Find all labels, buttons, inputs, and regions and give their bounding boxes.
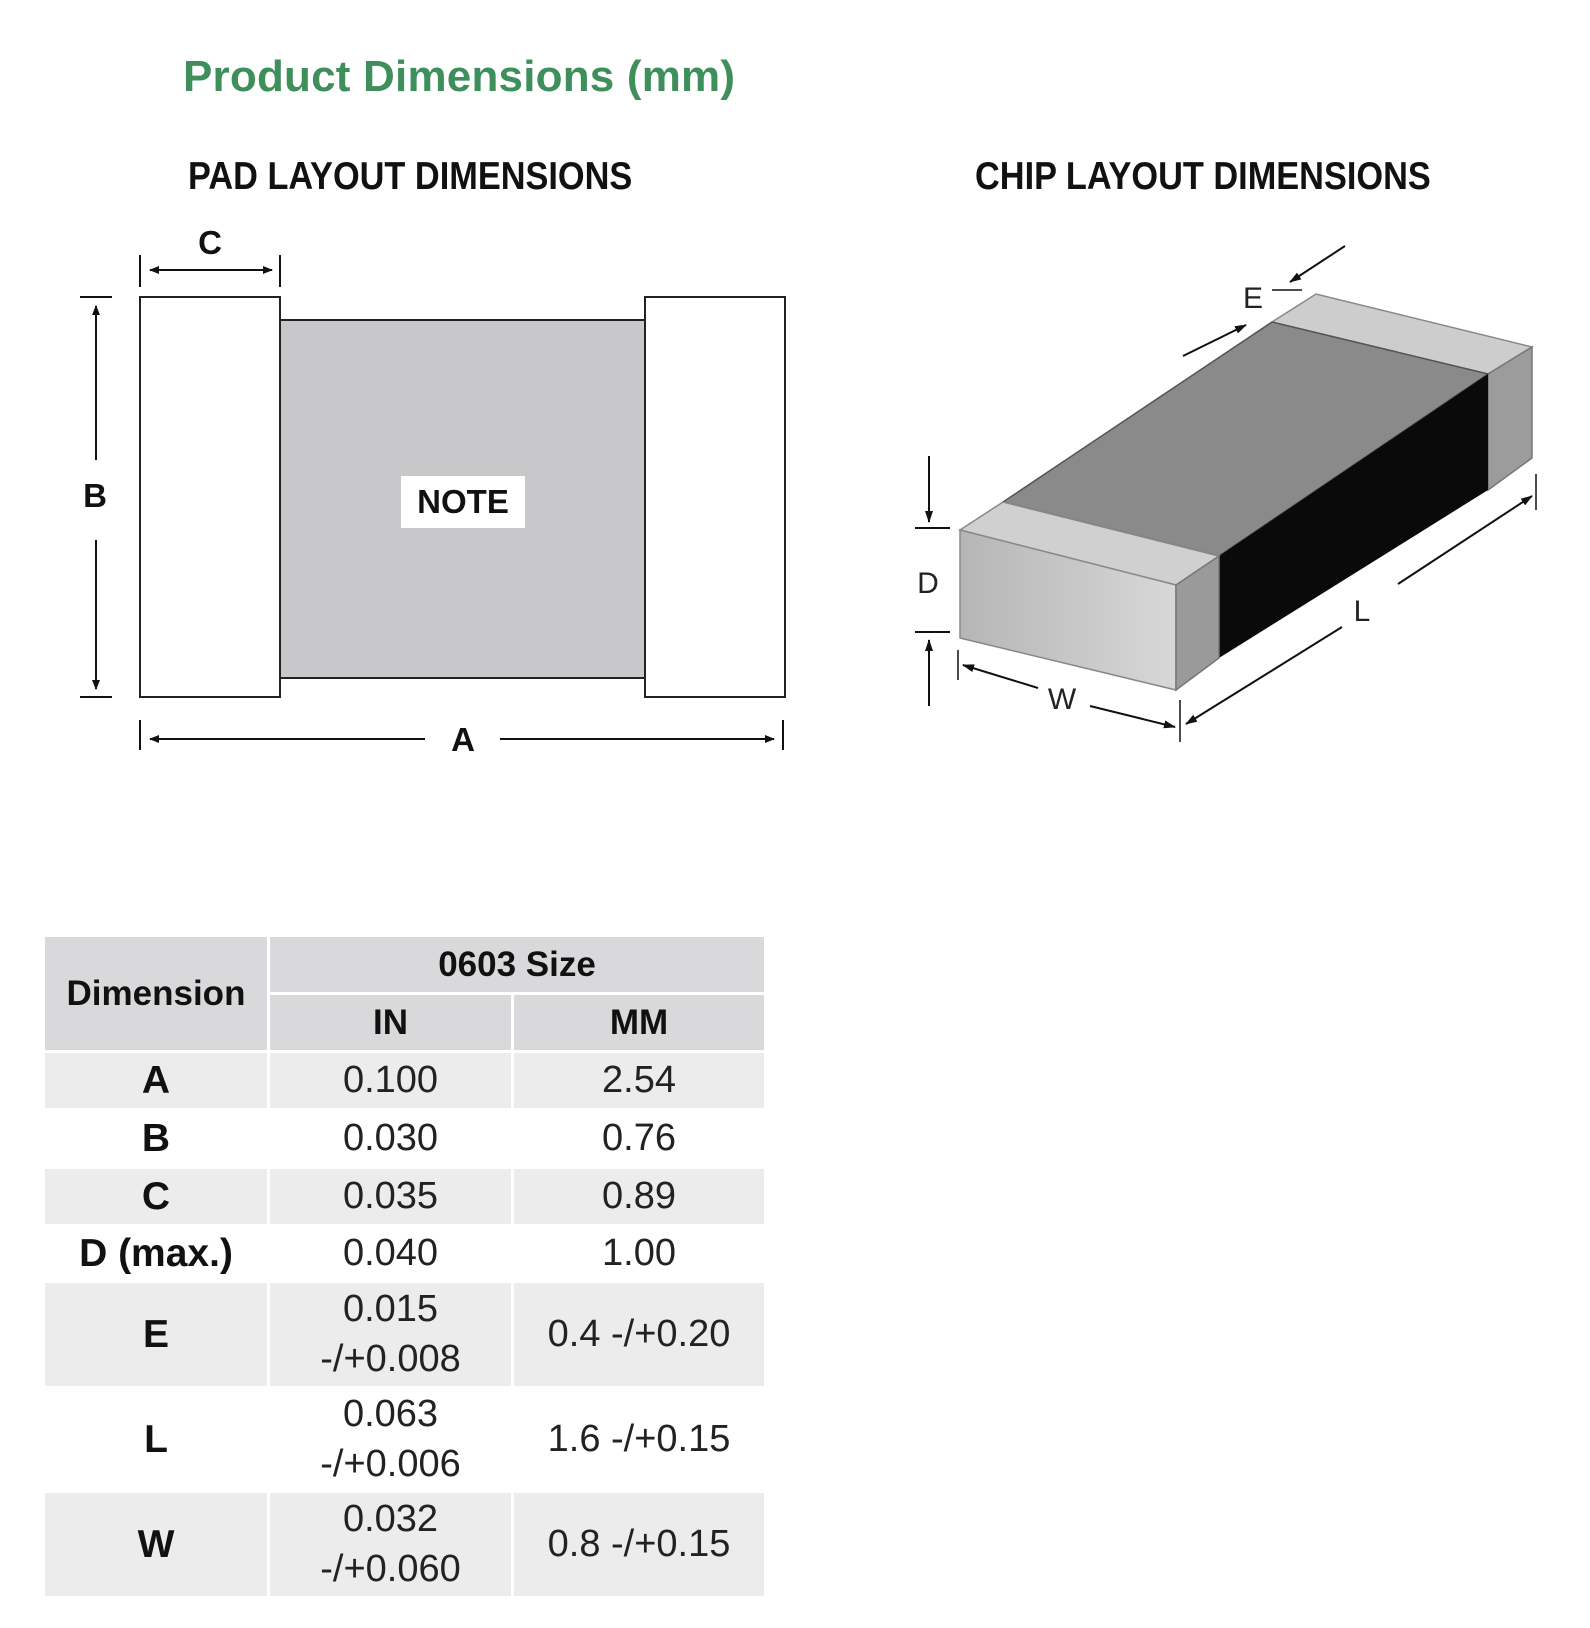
pad-layout-heading: PAD LAYOUT DIMENSIONS: [188, 155, 633, 198]
mm-cell: 0.76: [513, 1110, 766, 1168]
in-cell: [269, 1388, 513, 1492]
chip-layout-diagram: [0, 0, 1590, 780]
w-arrow-right: [1090, 706, 1175, 727]
w-label: W: [1047, 683, 1077, 716]
mm-cell: 2.54: [513, 1052, 766, 1110]
in-cell: 0.035: [269, 1168, 513, 1226]
chip-layout-heading: CHIP LAYOUT DIMENSIONS: [975, 155, 1431, 198]
mm-cell: 0.89: [513, 1168, 766, 1226]
w-arrow-left: [963, 665, 1038, 688]
table-row: [44, 1388, 766, 1492]
in-cell: 0.100: [269, 1052, 513, 1110]
header-in: IN: [269, 994, 513, 1052]
table-row: [44, 1168, 766, 1226]
d-label: D: [917, 567, 939, 600]
table-row: [44, 1110, 766, 1168]
table-row: [44, 1052, 766, 1110]
dimension-cell: E: [44, 1282, 269, 1388]
dimension-cell: B: [44, 1110, 269, 1168]
table-row: [44, 1282, 766, 1388]
l-label: L: [1353, 595, 1371, 628]
note-label: NOTE: [417, 483, 509, 520]
table-row: [44, 1492, 766, 1598]
dimension-cell: W: [44, 1492, 269, 1598]
dimension-cell: D (max.): [44, 1226, 269, 1282]
e-arrow-upper: [1290, 246, 1345, 282]
in-cell: [269, 1282, 513, 1388]
dimension-cell: C: [44, 1168, 269, 1226]
mm-cell: 0.8 -/+0.15: [513, 1492, 766, 1598]
e-label: E: [1242, 282, 1264, 315]
a-label: A: [451, 721, 475, 758]
c-label: C: [198, 224, 222, 261]
in-cell: 0.040: [269, 1226, 513, 1282]
header-mm: MM: [513, 994, 766, 1052]
mm-cell: 1.00: [513, 1226, 766, 1282]
in-cell: 0.030: [269, 1110, 513, 1168]
in-cell-text: 0.032 -/+0.060: [320, 1498, 461, 1590]
dimension-cell: L: [44, 1388, 269, 1492]
dimension-cell: A: [44, 1052, 269, 1110]
header-size: 0603 Size: [269, 936, 766, 994]
in-cell-text: 0.015 -/+0.008: [320, 1288, 461, 1380]
mm-cell: 1.6 -/+0.15: [513, 1388, 766, 1492]
page-title: Product Dimensions (mm): [183, 52, 736, 101]
b-label: B: [83, 477, 107, 514]
mm-cell: 0.4 -/+0.20: [513, 1282, 766, 1388]
dimensions-table: [42, 934, 767, 1599]
table-row: [44, 1226, 766, 1282]
in-cell: [269, 1492, 513, 1598]
header-dimension: Dimension: [44, 936, 269, 1052]
in-cell-text: 0.063 -/+0.006: [320, 1393, 461, 1485]
